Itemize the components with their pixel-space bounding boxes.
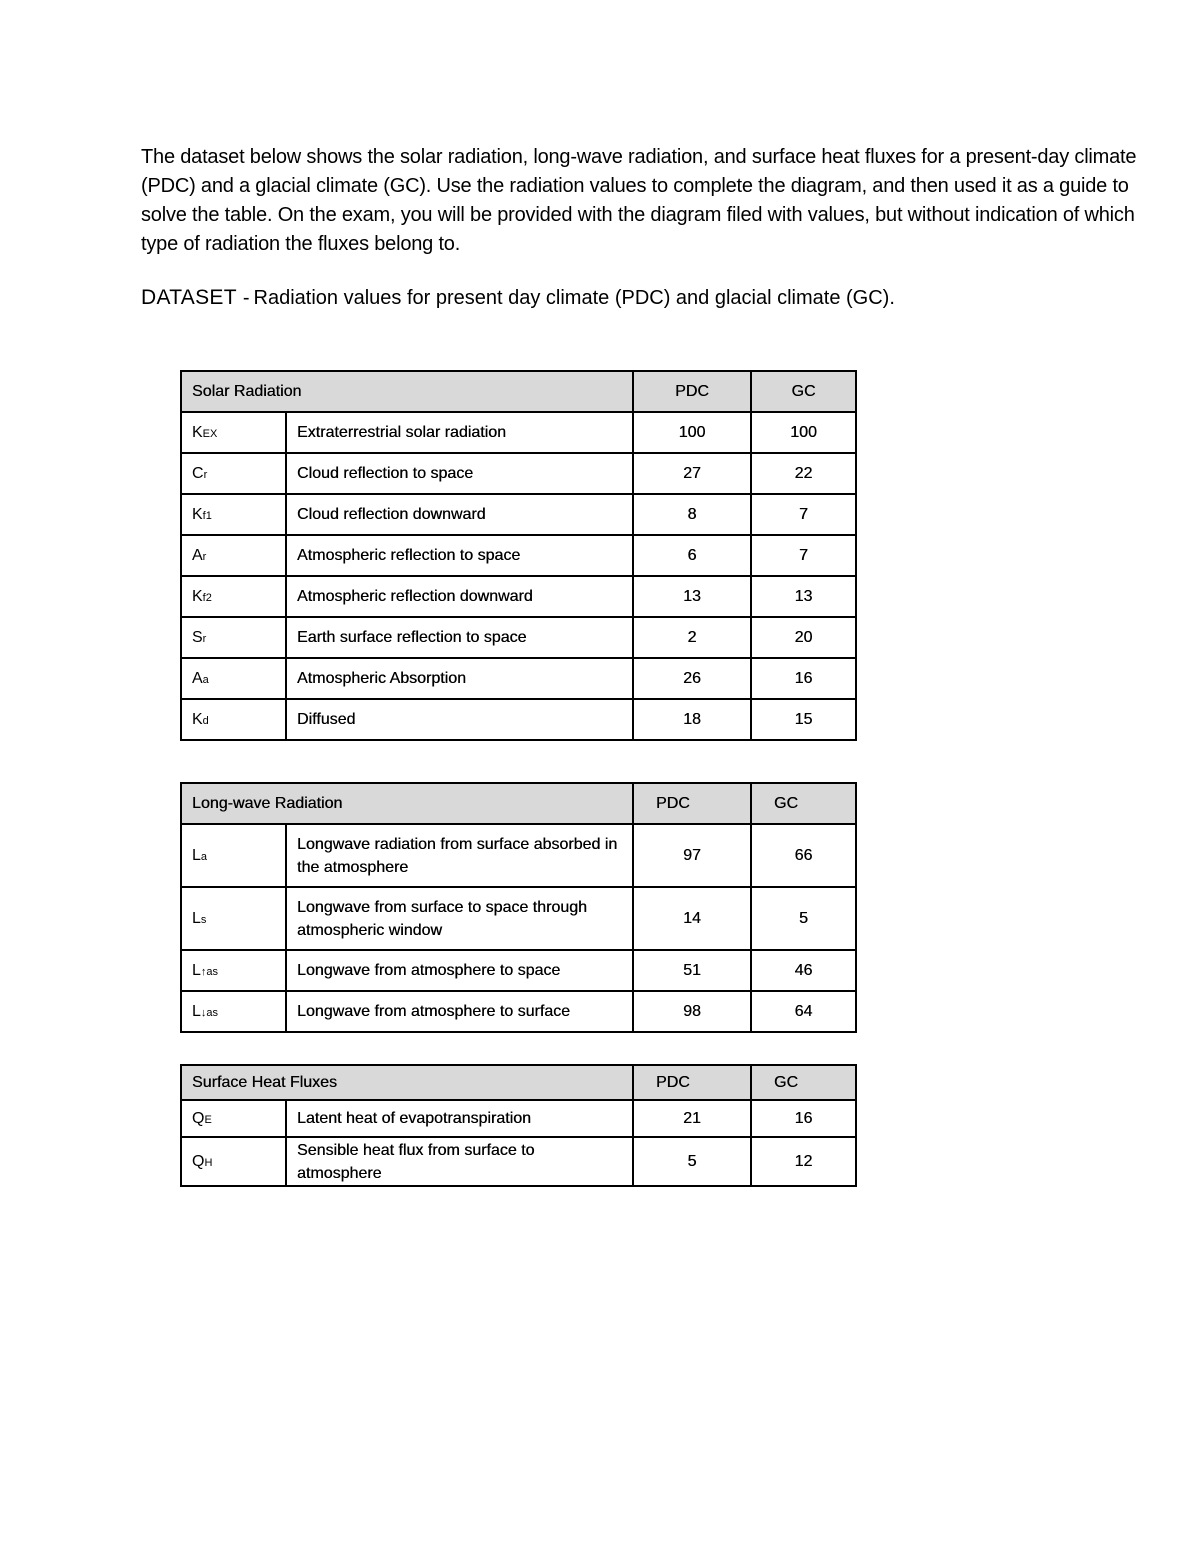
symbol-cell: Ls: [181, 887, 286, 950]
gc-value: 7: [751, 494, 856, 535]
pdc-value: 5: [633, 1137, 751, 1186]
description-cell: Earth surface reflection to space: [286, 617, 633, 658]
description-cell: Longwave from atmosphere to space: [286, 950, 633, 991]
symbol-cell: QH: [181, 1137, 286, 1186]
description-cell: Extraterrestrial solar radiation: [286, 412, 633, 453]
gc-value: 12: [751, 1137, 856, 1186]
table-row: [181, 535, 856, 576]
gc-value: 16: [751, 1100, 856, 1137]
symbol-cell: Aa: [181, 658, 286, 699]
gc-value: 5: [751, 887, 856, 950]
gc-value: 15: [751, 699, 856, 740]
dataset-word: DATASET: [141, 286, 237, 309]
description-cell: Diffused: [286, 699, 633, 740]
column-header-pdc: PDC: [633, 1065, 751, 1100]
symbol-cell: La: [181, 824, 286, 887]
symbol-cell: Kf1: [181, 494, 286, 535]
gc-value: 20: [751, 617, 856, 658]
dataset-separator: -: [242, 287, 250, 309]
column-header-pdc: PDC: [633, 371, 751, 412]
table-title: Long-wave Radiation: [181, 783, 633, 824]
pdc-value: 6: [633, 535, 751, 576]
pdc-value: 18: [633, 699, 751, 740]
symbol-cell: Kf2: [181, 576, 286, 617]
gc-value: 100: [751, 412, 856, 453]
column-header-gc: GC: [751, 1065, 856, 1100]
table-row: [181, 887, 856, 950]
description-cell: Atmospheric reflection to space: [286, 535, 633, 576]
gc-value: 22: [751, 453, 856, 494]
table-row: [181, 950, 856, 991]
symbol-cell: QE: [181, 1100, 286, 1137]
description-cell: Longwave from surface to space through atmospheric window: [286, 887, 633, 950]
gc-value: 46: [751, 950, 856, 991]
symbol-cell: Sr: [181, 617, 286, 658]
table-header-row: [181, 371, 856, 412]
symbol-cell: L↓as: [181, 991, 286, 1032]
table-row: [181, 494, 856, 535]
description-cell: Latent heat of evapotranspiration: [286, 1100, 633, 1137]
pdc-value: 26: [633, 658, 751, 699]
symbol-cell: Kd: [181, 699, 286, 740]
symbol-cell: Ar: [181, 535, 286, 576]
dataset-caption: Radiation values for present day climate (PDC) and glacial climate (GC).: [253, 287, 895, 309]
description-cell: Sensible heat flux from surface to atmosphere: [286, 1137, 633, 1186]
pdc-value: 100: [633, 412, 751, 453]
description-cell: Cloud reflection downward: [286, 494, 633, 535]
table-row: [181, 453, 856, 494]
pdc-value: 2: [633, 617, 751, 658]
pdc-value: 98: [633, 991, 751, 1032]
table-header-row: [181, 783, 856, 824]
gc-value: 66: [751, 824, 856, 887]
surface-heat-fluxes-table: [180, 1064, 857, 1187]
description-cell: Longwave radiation from surface absorbed in the atmosphere: [286, 824, 633, 887]
pdc-value: 14: [633, 887, 751, 950]
pdc-value: 51: [633, 950, 751, 991]
dataset-heading: [141, 284, 1151, 312]
column-header-pdc: PDC: [633, 783, 751, 824]
table-title: Solar Radiation: [181, 371, 633, 412]
symbol-cell: L↑as: [181, 950, 286, 991]
pdc-value: 27: [633, 453, 751, 494]
pdc-value: 8: [633, 494, 751, 535]
table-header-row: [181, 1065, 856, 1100]
table-row: [181, 699, 856, 740]
table-title: Surface Heat Fluxes: [181, 1065, 633, 1100]
table-row: [181, 617, 856, 658]
table-row: [181, 576, 856, 617]
gc-value: 7: [751, 535, 856, 576]
pdc-value: 13: [633, 576, 751, 617]
longwave-radiation-table: [180, 782, 857, 1033]
symbol-cell: KEX: [181, 412, 286, 453]
solar-radiation-table: [180, 370, 857, 741]
description-cell: Longwave from atmosphere to surface: [286, 991, 633, 1032]
table-row: [181, 991, 856, 1032]
column-header-gc: GC: [751, 371, 856, 412]
gc-value: 64: [751, 991, 856, 1032]
gc-value: 16: [751, 658, 856, 699]
table-row: [181, 412, 856, 453]
description-cell: Atmospheric reflection downward: [286, 576, 633, 617]
description-cell: Atmospheric Absorption: [286, 658, 633, 699]
symbol-cell: Cr: [181, 453, 286, 494]
gc-value: 13: [751, 576, 856, 617]
table-row: [181, 1100, 856, 1137]
pdc-value: 21: [633, 1100, 751, 1137]
table-row: [181, 1137, 856, 1186]
column-header-gc: GC: [751, 783, 856, 824]
intro-paragraph: The dataset below shows the solar radiation, long-wave radiation, and surface heat fluxes for a present-day climate (PDC) and a glacial climate (GC). Use the radiation values to complete the diagram, and then used it as a guide to solve the table. On the exam, you will be provided with the diagram filed with values, but without indication of which type of radiation the fluxes belong to.: [141, 146, 1137, 255]
table-row: [181, 824, 856, 887]
description-cell: Cloud reflection to space: [286, 453, 633, 494]
pdc-value: 97: [633, 824, 751, 887]
table-row: [181, 658, 856, 699]
